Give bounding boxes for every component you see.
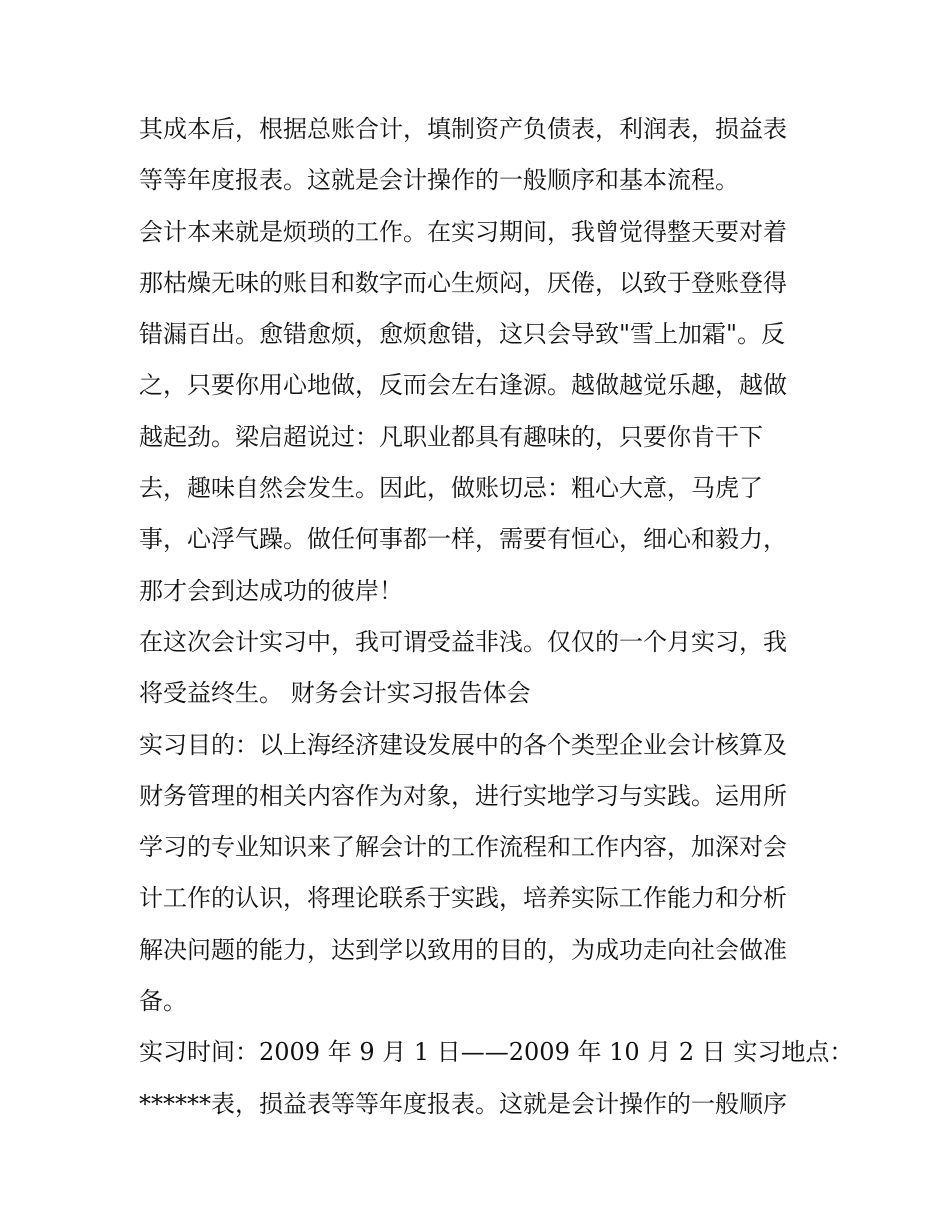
text-line: 计工作的认识，将理论联系于实践，培养实际工作能力和分析 bbox=[139, 884, 787, 913]
text-line: 会计本来就是烦琐的工作。在实习期间，我曾觉得整天要对着 bbox=[139, 217, 787, 246]
text-line: 实习目的：以上海经济建设发展中的各个类型企业会计核算及 bbox=[139, 730, 787, 759]
text-line: 将受益终生。 财务会计实习报告体会 bbox=[139, 679, 531, 708]
document-body bbox=[139, 107, 854, 1133]
text-line: 那枯燥无味的账目和数字而心生烦闷，厌倦，以致于登账登得 bbox=[139, 268, 787, 297]
text-line: 事，心浮气躁。做任何事都一样，需要有恒心，细心和毅力， bbox=[139, 525, 787, 554]
text-line: 备。 bbox=[139, 987, 187, 1016]
text-line: ******表，损益表等等年度报表。这就是会计操作的一般顺序 bbox=[139, 1089, 787, 1118]
text-line: 其成本后，根据总账合计，填制资产负债表，利润表，损益表 bbox=[139, 115, 787, 143]
text-line: 等等年度报表。这就是会计操作的一般顺序和基本流程。 bbox=[139, 166, 739, 195]
text-line: 学习的专业知识来了解会计的工作流程和工作内容，加深对会 bbox=[139, 833, 787, 862]
text-line: 财务管理的相关内容作为对象，进行实地学习与实践。运用所 bbox=[139, 781, 787, 810]
text-line: 实习时间：2009 年 9 月 1 日——2009 年 10 月 2 日 实习地点： bbox=[139, 1038, 854, 1067]
text-line: 解决问题的能力，达到学以致用的目的，为成功走向社会做准 bbox=[139, 935, 787, 964]
text-line: 去，趣味自然会发生。因此，做账切忌：粗心大意，马虎了 bbox=[139, 474, 763, 503]
text-line: 越起劲。梁启超说过：凡职业都具有趣味的，只要你肯干下 bbox=[139, 422, 763, 451]
text-line: 在这次会计实习中，我可谓受益非浅。仅仅的一个月实习，我 bbox=[139, 627, 787, 656]
text-line: 错漏百出。愈错愈烦，愈烦愈错，这只会导致"雪上加霜"。反 bbox=[139, 320, 786, 349]
text-line: 之，只要你用心地做，反而会左右逢源。越做越觉乐趣，越做 bbox=[139, 371, 787, 400]
text-line: 那才会到达成功的彼岸！ bbox=[139, 576, 403, 605]
